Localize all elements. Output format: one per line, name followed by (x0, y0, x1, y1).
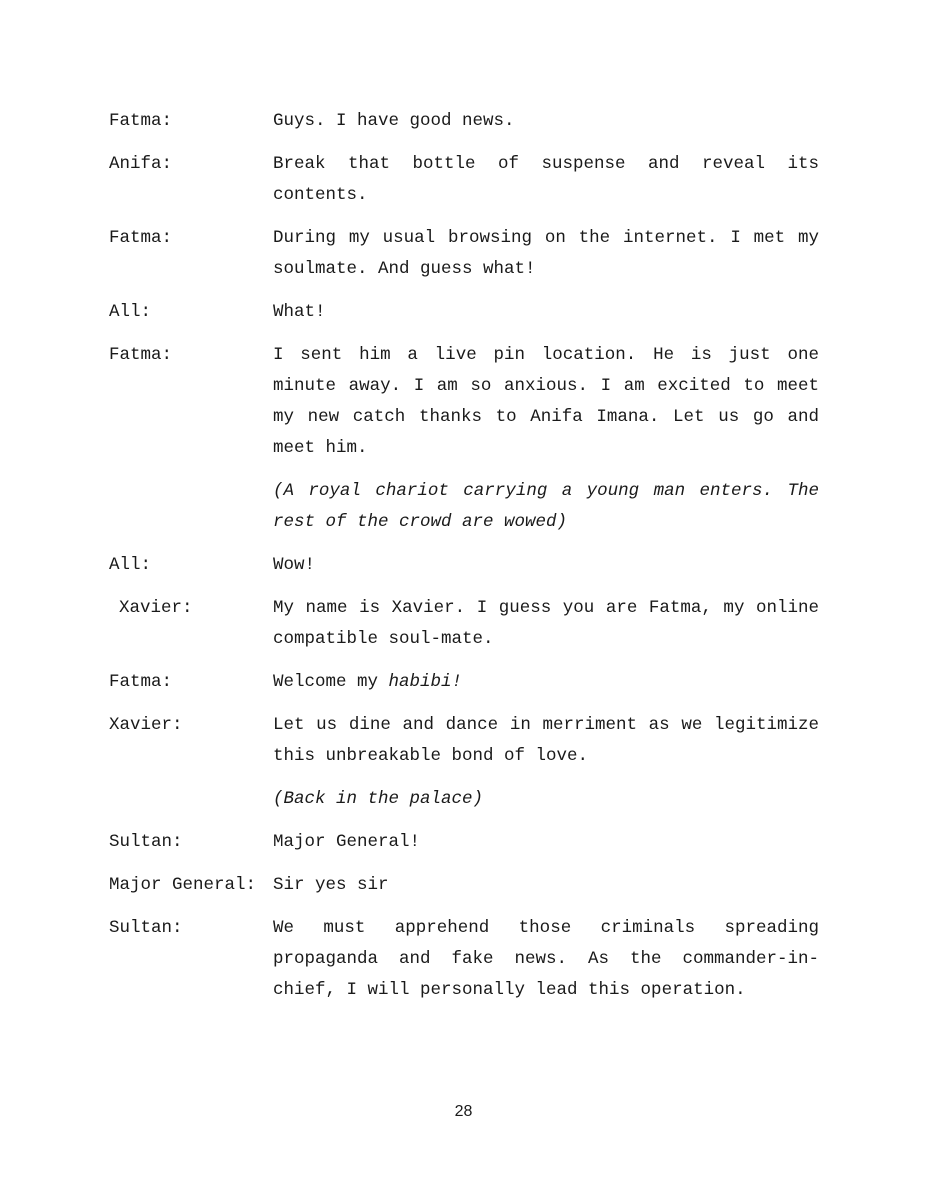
speaker-name: Fatma: (109, 228, 173, 248)
speaker-name: All: (109, 302, 152, 322)
stage-direction-entry (109, 784, 819, 815)
stage-direction: (Back in the palace) (273, 789, 484, 809)
dialogue-line: Guys. I have good news. (273, 111, 515, 131)
dialogue-line: Break that bottle of suspense and reveal its contents. (273, 154, 819, 205)
dialogue-entry (109, 550, 819, 581)
speaker-name: Fatma: (109, 111, 173, 131)
dialogue-line: I sent him a live pin location. He is just one minute away. I am so anxious. I am excited to meet my new catch thanks to Anifa Imana. Let us go and meet him. (273, 345, 819, 458)
dialogue-entry (109, 827, 819, 858)
speaker-name: All: (109, 555, 152, 575)
dialogue-entry (109, 106, 819, 137)
dialogue-entry (109, 913, 819, 1006)
emphasized-word: habibi! (388, 672, 463, 692)
speaker-name: Xavier: (109, 715, 183, 735)
dialogue-entry (109, 710, 819, 772)
speaker-name: Anifa: (109, 154, 173, 174)
dialogue-line: During my usual browsing on the internet. I met my soulmate. And guess what! (273, 228, 819, 279)
speaker-name: Sultan: (109, 832, 183, 852)
speaker-name: Xavier: (119, 598, 193, 618)
dialogue-entry (109, 149, 819, 211)
dialogue-text: Welcome my (273, 672, 389, 692)
dialogue-line: Major General! (273, 832, 421, 852)
stage-direction-entry (109, 476, 819, 538)
dialogue-entry (109, 340, 819, 464)
dialogue-line: We must apprehend those criminals spreading propaganda and fake news. As the commander-in-chief, I will personally lead this operation. (273, 918, 819, 1000)
speaker-name (109, 476, 273, 538)
speaker-name: Sultan: (109, 918, 183, 938)
stage-direction: (A royal chariot carrying a young man enters. The rest of the crowd are wowed) (273, 481, 819, 532)
dialogue-entry (109, 870, 819, 901)
dialogue-entry (109, 593, 819, 655)
dialogue-line: Wow! (273, 555, 316, 575)
page-number: 28 (454, 1103, 473, 1120)
dialogue-line: Let us dine and dance in merriment as we legitimize this unbreakable bond of love. (273, 715, 819, 766)
speaker-name (109, 784, 273, 815)
speaker-name: Fatma: (109, 345, 173, 365)
dialogue-entry (109, 223, 819, 285)
dialogue-entry (109, 297, 819, 328)
speaker-name: Major General: (109, 875, 257, 895)
dialogue-line: My name is Xavier. I guess you are Fatma, my online compatible soul-mate. (273, 598, 819, 649)
dialogue-line (273, 667, 819, 698)
dialogue-line: Sir yes sir (273, 875, 389, 895)
speaker-name: Fatma: (109, 672, 173, 692)
dialogue-line: What! (273, 302, 326, 322)
dialogue-entry (109, 667, 819, 698)
script-body (109, 106, 819, 1018)
